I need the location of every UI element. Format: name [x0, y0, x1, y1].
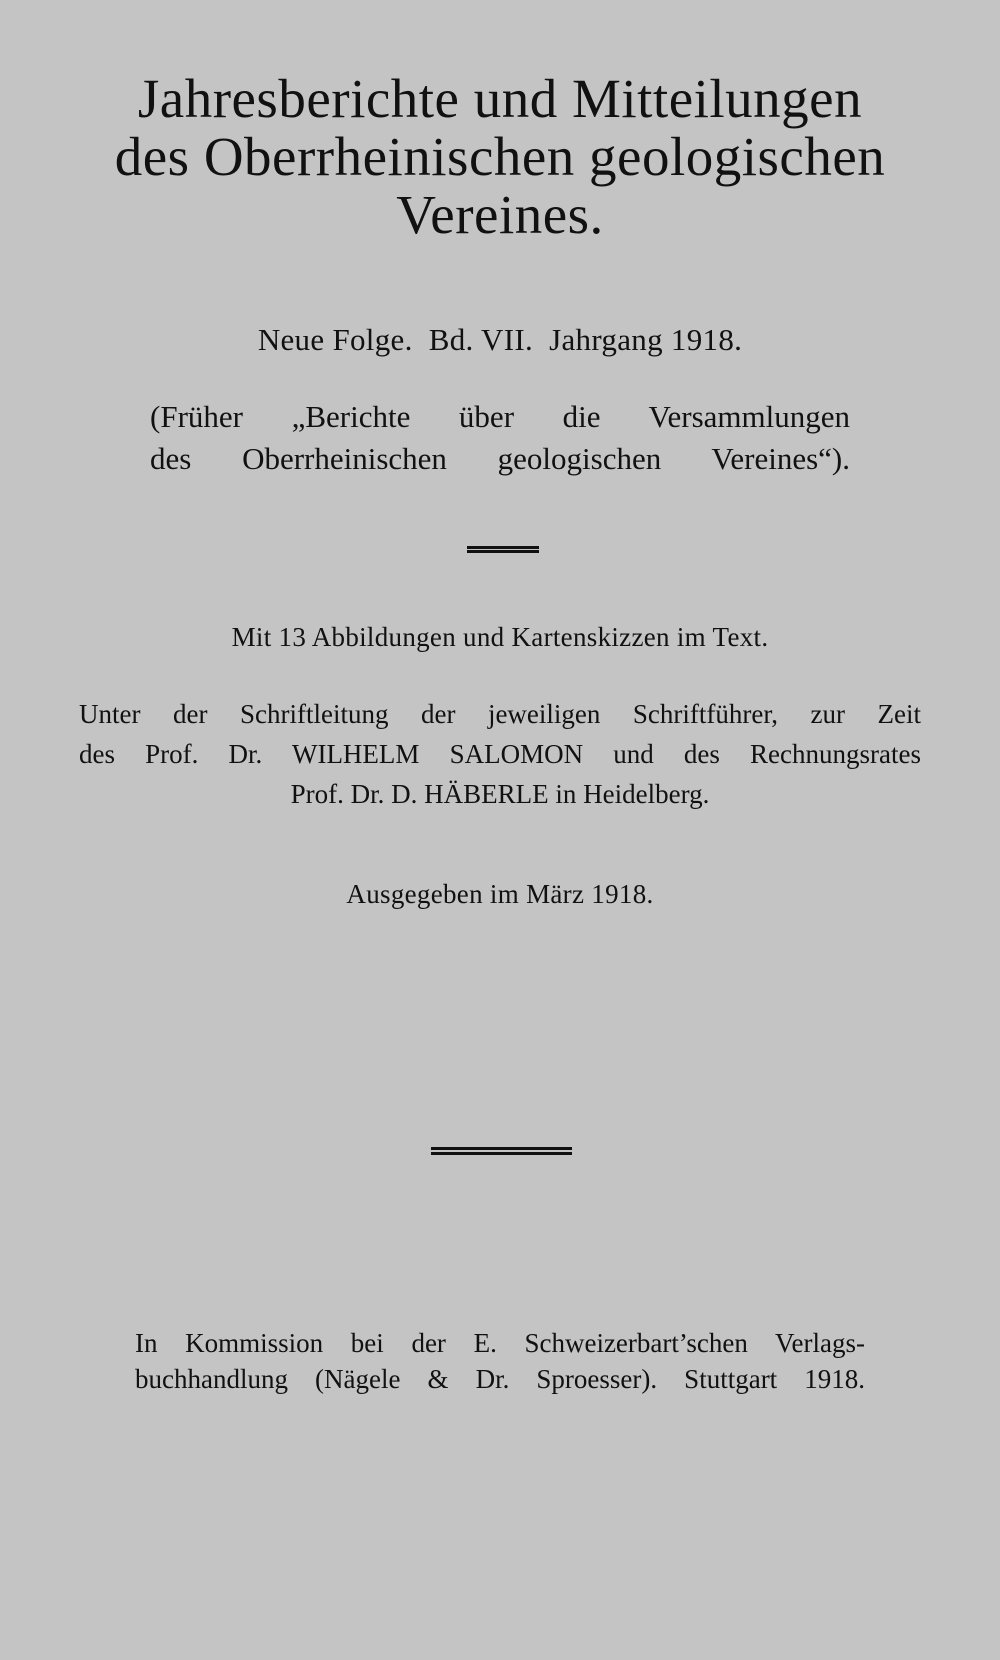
issue-date: Ausgegeben im März 1918. [346, 879, 654, 909]
former-name [0, 396, 1000, 480]
illustrations-note: Mit 13 Abbildungen und Kartenskizzen im Text. [231, 622, 769, 652]
editorial-line-2: des Prof. Dr. WILHELM SALOMON und des Rechnungsrates [79, 739, 921, 769]
journal-title-line-3: Vereines. [396, 184, 604, 245]
editorial-line-1: Unter der Schriftleitung der jeweiligen Schriftführer, zur Zeit [79, 699, 921, 729]
series-info: Neue Folge. Bd. VII. Jahrgang 1918. [257, 322, 743, 357]
publisher-line-1: In Kommission bei der E. Schweizerbart’schen Verlags- [135, 1328, 865, 1358]
editorial-note [0, 694, 1000, 814]
former-name-line-2: des Oberrheinischen geologischen Vereines“). [150, 441, 850, 476]
former-name-line-1: (Früher „Berichte über die Versammlungen [150, 399, 850, 434]
journal-title-line-1: Jahresberichte und Mitteilungen [137, 68, 863, 129]
editorial-line-3: Prof. Dr. D. HÄBERLE in Heidelberg. [290, 779, 710, 809]
publisher-line-2: buchhandlung (Nägele & Dr. Sproesser). Stuttgart 1918. [135, 1364, 865, 1394]
publisher-imprint [0, 1325, 1000, 1397]
journal-title-line-2: des Oberrheinischen geologischen [114, 126, 886, 187]
journal-title [0, 70, 1000, 244]
long-double-rule-divider [431, 1147, 572, 1155]
double-rule-divider [467, 546, 539, 553]
